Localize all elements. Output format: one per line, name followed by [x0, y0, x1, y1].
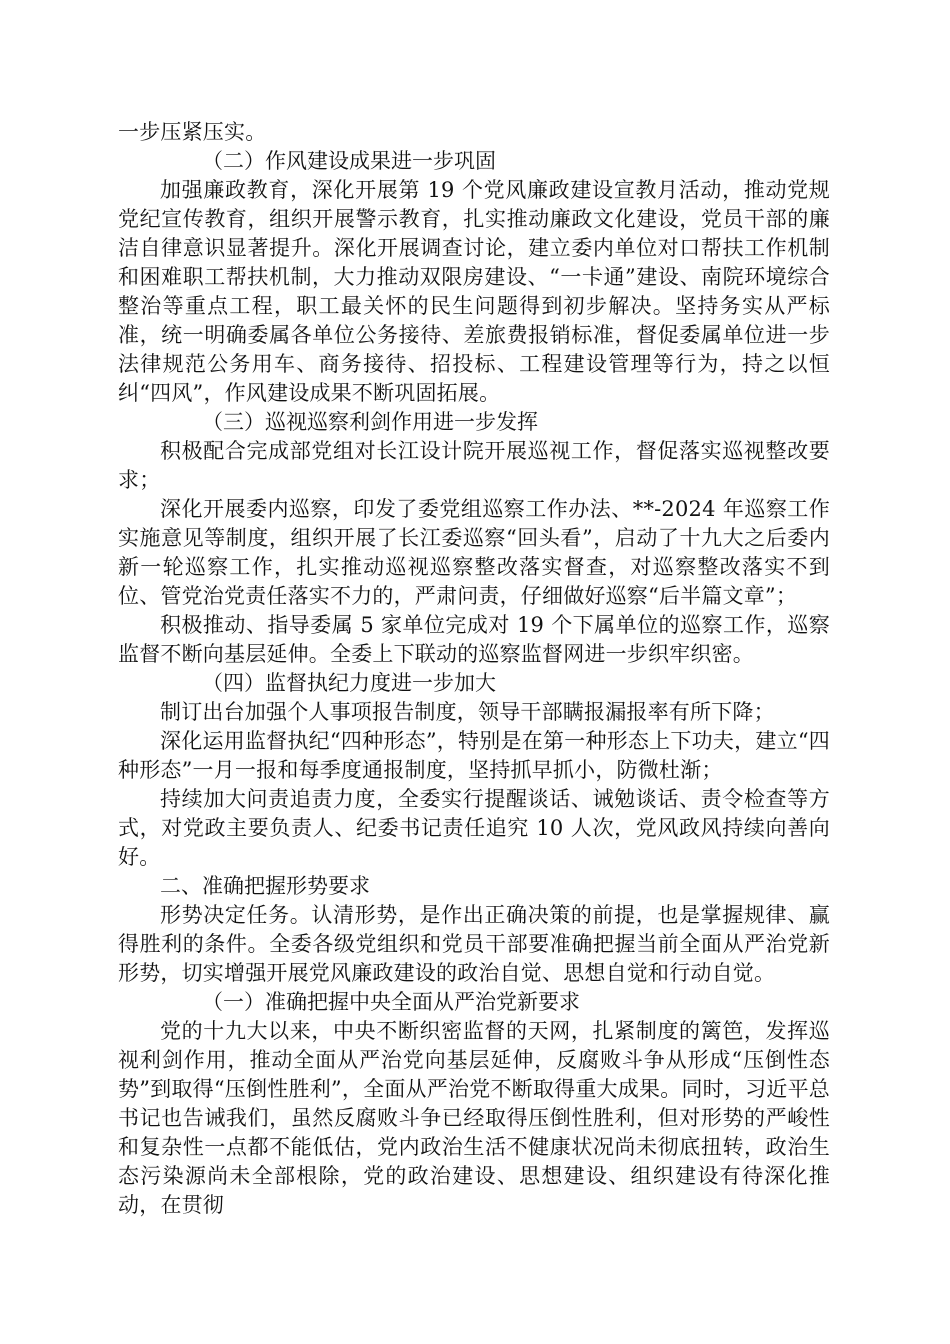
paragraph: 加强廉政教育，深化开展第 19 个党风廉政建设宣教月活动，推动党规党纪宣传教育，组织开展警示教育，扎实推动廉政文化建设，党员干部的廉洁自律意识显著提升。深化开展调查讨论，建立委内单位对口帮扶工作机制和困难职工帮扶机制，大力推动双限房建设、“一卡通”建设、南院环境综合整治等重点工程，职工最关怀的民生问题得到初步解决。坚持务实从严标准，统一明确委属各单位公务接待、差旅费报销标准，督促委属单位进一步法律规范公务用车、商务接待、招投标、工程建设管理等行为，持之以恒纠“四风”，作风建设成果不断巩固拓展。 [118, 178, 830, 405]
chapter-heading-2: 二、准确把握形势要求 [160, 874, 370, 898]
paragraph: 积极配合完成部党组对长江设计院开展巡视工作，督促落实巡视整改要求； [118, 439, 830, 492]
section-heading-1: （一）准确把握中央全面从严治党新要求 [202, 990, 580, 1014]
section-heading-2: （二）作风建设成果进一步巩固 [202, 149, 496, 173]
paragraph: 制订出台加强个人事项报告制度，领导干部瞒报漏报率有所下降； [160, 700, 775, 724]
paragraph: 深化开展委内巡察，印发了委党组巡察工作办法、**-2024 年巡察工作实施意见等制度，组织开展了长江委巡察“回头看”，启动了十九大之后委内新一轮巡察工作，扎实推动巡视巡察整改落实督查，对巡察整改落实不到位、管党治党责任落实不力的，严肃问责，仔细做好巡察“后半篇文章”； [118, 497, 830, 608]
paragraph: 深化运用监督执纪“四种形态”，特别是在第一种形态上下功夫，建立“四种形态”一月一报和每季度通报制度，坚持抓早抓小，防微杜渐； [118, 729, 830, 782]
paragraph: 党的十九大以来，中央不断织密监督的天网，扎紧制度的篱笆，发挥巡视利剑作用，推动全面从严治党向基层延伸，反腐败斗争从形成“压倒性态势”到取得“压倒性胜利”，全面从严治党不断取得重大成果。同时，习近平总书记也告诫我们，虽然反腐败斗争已经取得压倒性胜利，但对形势的严峻性和复杂性一点都不能低估，党内政治生活不健康状况尚未彻底扭转，政治生态污染源尚未全部根除，党的政治建设、思想建设、组织建设有待深化推动，在贯彻 [118, 1019, 830, 1217]
document-page [118, 118, 830, 1220]
section-heading-3: （三）巡视巡察利剑作用进一步发挥 [202, 410, 538, 434]
paragraph: 积极推动、指导委属 5 家单位完成对 19 个下属单位的巡察工作，巡察监督不断向基层延伸。全委上下联动的巡察监督网进一步织牢织密。 [118, 613, 830, 666]
section-heading-4: （四）监督执纪力度进一步加大 [202, 671, 496, 695]
paragraph-continuation: 一步压紧压实。 [118, 120, 267, 144]
paragraph: 形势决定任务。认清形势，是作出正确决策的前提，也是掌握规律、赢得胜利的条件。全委各级党组织和党员干部要准确把握当前全面从严治党新形势，切实增强开展党风廉政建设的政治自觉、思想自觉和行动自觉。 [118, 903, 830, 985]
paragraph: 持续加大问责追责力度，全委实行提醒谈话、诫勉谈话、责令检查等方式，对党政主要负责人、纪委书记责任追究 10 人次，党风政风持续向善向好。 [118, 787, 830, 869]
